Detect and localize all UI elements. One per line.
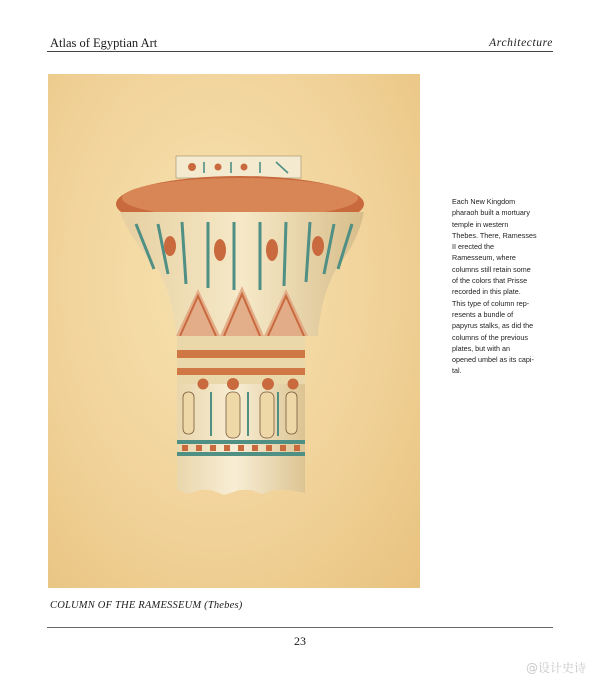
footer-rule — [47, 627, 553, 628]
plate-caption: COLUMN OF THE RAMESSEUM (Thebes) — [50, 600, 243, 611]
header-rule — [47, 51, 553, 52]
running-header-section: Architecture — [489, 37, 553, 49]
page-number: 23 — [294, 634, 306, 648]
sidebar-text: Each New Kingdom pharaoh built a mortuary temple in western Thebes. There, Ramesses II erected the Ramesseum, where columns still retain some of the colors that Prisse recorded in this plate. This type of column rep- resents a bundle of papyrus stalks, as did the columns of the previous plates, but with an opened umbel as its capi- tal. — [452, 197, 537, 376]
plate-illustration — [48, 74, 420, 588]
column-capital-drawing — [48, 74, 420, 588]
watermark: @设计史诗 — [525, 661, 586, 675]
running-header-title: Atlas of Egyptian Art — [50, 36, 158, 50]
